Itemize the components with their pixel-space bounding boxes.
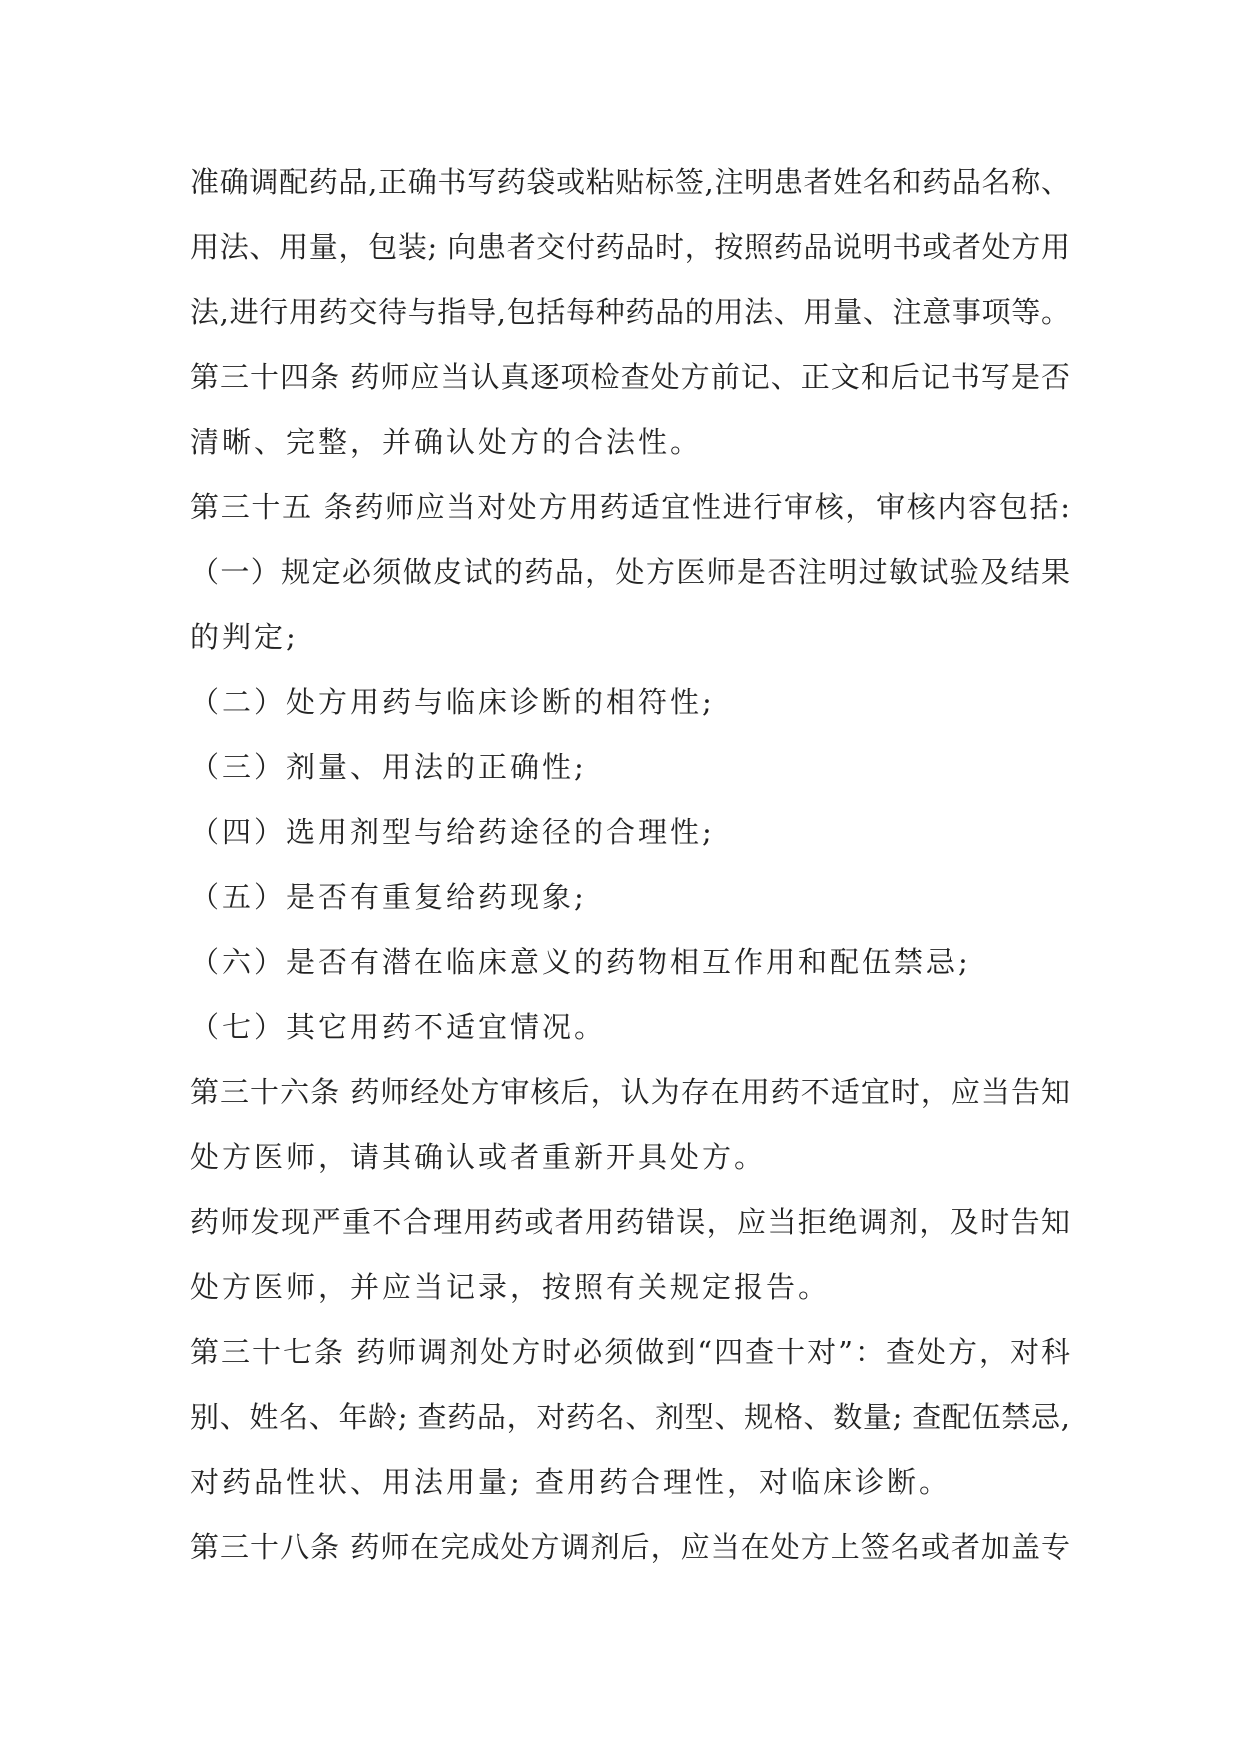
text-line-7: （一）规定必须做皮试的药品，处方医师是否注明过敏试验及结果 — [190, 555, 1070, 589]
text-line-1: 准确调配药品,正确书写药袋或粘贴标签,注明患者姓名和药品名称、 — [190, 165, 1070, 199]
text-line-22: 第三十八条 药师在完成处方调剂后，应当在处方上签名或者加盖专 — [190, 1530, 1070, 1564]
body-text — [190, 150, 1070, 1580]
text-line-13: （六）是否有潜在临床意义的药物相互作用和配伍禁忌; — [190, 945, 971, 979]
text-line-10: （三）剂量、用法的正确性; — [190, 750, 587, 784]
text-line-12: （五）是否有重复给药现象; — [190, 880, 587, 914]
text-line-16: 处方医师，请其确认或者重新开具处方。 — [190, 1140, 767, 1174]
text-line-21: 对药品性状、用法用量; 查用药合理性，对临床诊断。 — [190, 1465, 951, 1499]
text-line-17: 药师发现严重不合理用药或者用药错误，应当拒绝调剂，及时告知 — [190, 1205, 1070, 1239]
text-line-8: 的判定; — [190, 620, 299, 654]
text-line-11: （四）选用剂型与给药途径的合理性; — [190, 815, 715, 849]
text-line-15: 第三十六条 药师经处方审核后，认为存在用药不适宜时，应当告知 — [190, 1075, 1070, 1109]
text-line-3: 法,进行用药交待与指导,包括每种药品的用法、用量、注意事项等。 — [190, 295, 1070, 329]
text-line-9: （二）处方用药与临床诊断的相符性; — [190, 685, 715, 719]
text-line-19: 第三十七条 药师调剂处方时必须做到“四查十对”：查处方，对科 — [190, 1335, 1070, 1369]
text-line-18: 处方医师，并应当记录，按照有关规定报告。 — [190, 1270, 831, 1304]
text-line-4: 第三十四条 药师应当认真逐项检查处方前记、正文和后记书写是否 — [190, 360, 1070, 394]
text-line-20: 别、姓名、年龄; 查药品，对药名、剂型、规格、数量; 查配伍禁忌, — [190, 1400, 1070, 1434]
text-line-5: 清晰、完整，并确认处方的合法性。 — [190, 425, 703, 459]
text-line-6: 第三十五 条药师应当对处方用药适宜性进行审核，审核内容包括: — [190, 490, 1070, 524]
text-line-14: （七）其它用药不适宜情况。 — [190, 1010, 607, 1044]
text-line-2: 用法、用量，包装; 向患者交付药品时，按照药品说明书或者处方用 — [190, 230, 1070, 264]
